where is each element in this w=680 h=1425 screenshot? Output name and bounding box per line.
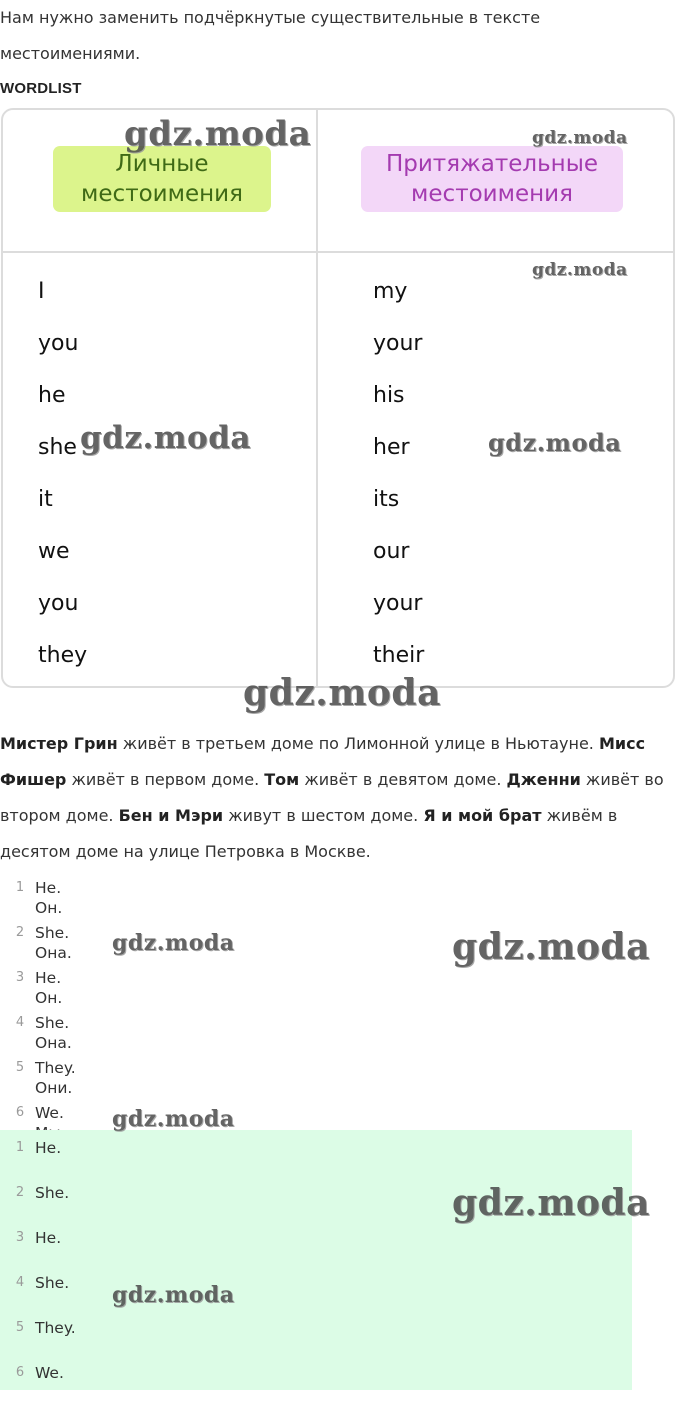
item-text: She.	[35, 1274, 70, 1292]
story-fragment: живём в десятом доме на улице Петровка в Москве.	[0, 806, 618, 861]
personal-pronouns-header: Личные местоимения	[53, 146, 271, 212]
item-number: 2	[15, 1185, 25, 1200]
story-subject: Том	[264, 770, 300, 789]
story-fragment: живёт в первом доме.	[66, 770, 265, 789]
story-fragment: живёт в третьем доме по Лимонной улице в Ньютауне.	[117, 734, 599, 753]
item-number: 5	[15, 1060, 25, 1075]
item-text: He.	[35, 1229, 62, 1247]
story-fragment: живут в шестом доме.	[223, 806, 424, 825]
item-number: 5	[15, 1320, 25, 1335]
item-number: 1	[15, 880, 25, 895]
watermark: gdz.moda	[243, 672, 441, 714]
watermark: gdz.moda	[112, 1282, 235, 1308]
possessive-pronoun-list	[373, 278, 424, 694]
pronoun-cell: I	[38, 279, 45, 304]
item-number: 4	[15, 1275, 25, 1290]
pronoun-cell: its	[373, 487, 400, 512]
story-text	[0, 726, 676, 870]
pronoun-cell: they	[38, 643, 88, 668]
watermark: gdz.moda	[112, 930, 235, 956]
story-subject: Мисс Фишер	[0, 734, 646, 789]
watermark: gdz.moda	[112, 1106, 235, 1132]
watermark: gdz.moda	[452, 926, 650, 968]
pronoun-cell: we	[38, 539, 70, 564]
item-number: 6	[15, 1105, 25, 1120]
item-text: They.	[35, 1319, 76, 1337]
possessive-pronouns-header: Притяжательные местоимения	[361, 146, 623, 212]
item-text: He. Он.	[35, 879, 63, 917]
pronoun-cell: your	[373, 591, 423, 616]
story-fragment: живёт в девятом доме.	[299, 770, 507, 789]
item-text: She.	[35, 1184, 70, 1202]
pronoun-cell: our	[373, 539, 410, 564]
pronoun-cell: he	[38, 383, 66, 408]
item-number: 2	[15, 925, 25, 940]
personal-pronoun-list	[38, 278, 87, 694]
column-divider	[316, 110, 318, 686]
pronoun-table	[1, 108, 675, 688]
story-subject: Бен и Мэри	[118, 806, 224, 825]
watermark: gdz.moda	[488, 428, 622, 457]
item-text: They. Они.	[35, 1059, 76, 1097]
item-number: 1	[15, 1140, 25, 1155]
story-fragment: живёт во втором доме.	[0, 770, 664, 825]
item-text: We.	[35, 1364, 64, 1382]
story-subject: Дженни	[506, 770, 581, 789]
final-answer-highlight	[0, 1130, 632, 1390]
item-text: She. Она.	[35, 1014, 72, 1052]
watermark: gdz.moda	[80, 420, 251, 456]
watermark: gdz.moda	[532, 260, 628, 280]
watermark: gdz.moda	[532, 128, 628, 148]
wordlist-label: WORDLIST	[0, 80, 82, 97]
watermark: gdz.moda	[452, 1182, 650, 1224]
pronoun-cell: his	[373, 383, 405, 408]
story-subject: Мистер Грин	[0, 734, 118, 753]
item-text: We.	[35, 1104, 64, 1122]
intro-text: Нам нужно заменить подчёркнутые существительные в тексте местоимениями.	[0, 8, 541, 63]
pronoun-cell: it	[38, 487, 53, 512]
item-number: 3	[15, 970, 25, 985]
pronoun-cell: my	[373, 279, 408, 304]
pronoun-cell: you	[38, 591, 79, 616]
pronoun-cell: she	[38, 435, 77, 460]
pronoun-cell: you	[38, 331, 79, 356]
watermark: gdz.moda	[124, 114, 312, 154]
pronoun-cell: your	[373, 331, 423, 356]
item-text: She. Она.	[35, 924, 72, 962]
pronoun-cell: her	[373, 435, 410, 460]
pronoun-cell: their	[373, 643, 425, 668]
item-number: 4	[15, 1015, 25, 1030]
item-text: He.	[35, 1139, 62, 1157]
item-text: He. Он.	[35, 969, 63, 1007]
item-number: 6	[15, 1365, 25, 1380]
story-subject: Я и мой брат	[423, 806, 542, 825]
item-number: 3	[15, 1230, 25, 1245]
header-divider	[3, 251, 673, 253]
